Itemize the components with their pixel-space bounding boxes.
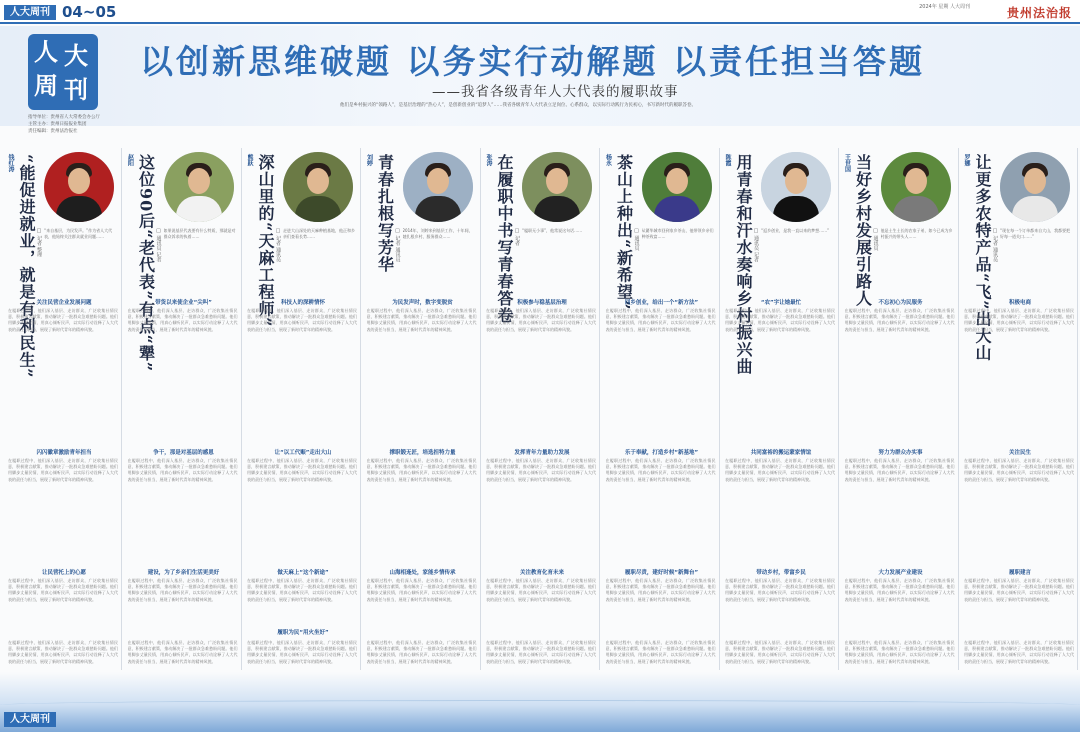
imprint-line: 责任编辑：贵州法治报社 bbox=[28, 129, 78, 134]
body-text: 在履职过程中，他们深入基层、走访群众，广泛收集社情民意，积极建言献策，推动解决了一批群众急难愁盼问题。他们用脚步丈量民情，用真心倾听民声，以实际行动诠释了人大代表的责任与担当，展现了新时代青年的精神风貌。 bbox=[844, 458, 955, 482]
section-subheading: 带货以来使企业“尖叫” bbox=[155, 300, 212, 306]
body-text: 在履职过程中，他们深入基层、走访群众，广泛收集社情民意，积极建言献策，推动解决了一批群众急难愁盼问题。他们用脚步丈量民情，用真心倾听民声，以实际行动诠释了人大代表的责任与担当，展现了新时代青年的精神风貌。 bbox=[605, 308, 716, 332]
article-column bbox=[600, 148, 720, 670]
article-columns bbox=[2, 148, 1078, 670]
body-text: 在履职过程中，他们深入基层、走访群众，广泛收集社情民意，积极建言献策，推动解决了一批群众急难愁盼问题。他们用脚步丈量民情，用真心倾听民声，以实际行动诠释了人大代表的责任与担当，展现了新时代青年的精神风貌。 bbox=[725, 640, 835, 664]
body-text: 在履职过程中，他们深入基层、走访群众，广泛收集社情民意，积极建言献策，推动解决了一批群众急难愁盼问题。他们用脚步丈量民情，用真心倾听民声，以实际行动诠释了人大代表的责任与担当，展现了新时代青年的精神风貌。 bbox=[8, 578, 118, 602]
section-subheading: 发挥青年力量助力发展 bbox=[514, 450, 570, 456]
section-subheading: 关注民生 bbox=[1008, 450, 1031, 456]
portrait-photo bbox=[642, 152, 712, 222]
section-subheading: 做天麻上“这个新途” bbox=[277, 570, 329, 576]
body-text: 在履职过程中，他们深入基层、走访群众，广泛收集社情民意，积极建言献策，推动解决了一批群众急难愁盼问题。他们用脚步丈量民情，用真心倾听民声，以实际行动诠释了人大代表的责任与担当，展现了新时代青年的精神风貌。 bbox=[366, 458, 477, 482]
body-text: 在履职过程中，他们深入基层、走访群众，广泛收集社情民意，积极建言献策，推动解决了一批群众急难愁盼问题。他们用脚步丈量民情，用真心倾听民声，以实际行动诠释了人大代表的责任与担当，展现了新时代青年的精神风貌。 bbox=[247, 308, 357, 332]
section-subheading: 履职建言 bbox=[1008, 570, 1031, 576]
section-subheading: 为民发声时，数字变脱贫 bbox=[392, 300, 453, 306]
representative-name: 刘婷 bbox=[365, 154, 373, 166]
footer-banner bbox=[0, 672, 1080, 732]
imprint bbox=[28, 114, 100, 135]
portrait-photo bbox=[44, 152, 114, 222]
decorative-wave bbox=[0, 700, 1080, 710]
lead-paragraph: 走进大山深处的天麻种植基地，他正和乡亲们查看长势…… bbox=[283, 228, 355, 240]
section-subheading: 科技人的深耕情怀 bbox=[280, 300, 325, 306]
body-text: 在履职过程中，他们深入基层、走访群众，广泛收集社情民意，积极建言献策，推动解决了一批群众急难愁盼问题。他们用脚步丈量民情，用真心倾听民声，以实际行动诠释了人大代表的责任与担当，展现了新时代青年的精神风貌。 bbox=[964, 458, 1074, 482]
representative-name: 赵阳 bbox=[126, 154, 134, 166]
representative-name: 王世国 bbox=[843, 154, 851, 172]
body-text: 在履职过程中，他们深入基层、走访群众，广泛收集社情民意，积极建言献策，推动解决了一批群众急难愁盼问题。他们用脚步丈量民情，用真心倾听民声，以实际行动诠释了人大代表的责任与担当，展现了新时代青年的精神风貌。 bbox=[366, 578, 477, 602]
body-text: 在履职过程中，他们深入基层、走访群众，广泛收集社情民意，积极建言献策，推动解决了一批群众急难愁盼问题。他们用脚步丈量民情，用真心倾听民声，以实际行动诠释了人大代表的责任与担当，展现了新时代青年的精神风貌。 bbox=[725, 308, 835, 332]
body-text: 在履职过程中，他们深入基层、走访群众，广泛收集社情民意，积极建言献策，推动解决了一批群众急难愁盼问题。他们用脚步丈量民情，用真心倾听民声，以实际行动诠释了人大代表的责任与担当，展现了新时代青年的精神风貌。 bbox=[725, 458, 835, 482]
page-numbers: 04~05 bbox=[62, 3, 117, 21]
article-title: 当好乡村发展引路人 bbox=[853, 154, 873, 307]
body-text: 在履职过程中，他们深入基层、走访群众，广泛收集社情民意，积极建言献策，推动解决了一批群众急难愁盼问题。他们用脚步丈量民情，用真心倾听民声，以实际行动诠释了人大代表的责任与担当，展现了新时代青年的精神风貌。 bbox=[605, 458, 716, 482]
sub-headline: ——我省各级青年人大代表的履职故事 bbox=[432, 84, 679, 100]
body-text: 在履职过程中，他们深入基层、走访群众，广泛收集社情民意，积极建言献策，推动解决了一批群众急难愁盼问题。他们用脚步丈量民情，用真心倾听民声，以实际行动诠释了人大代表的责任与担当，展现了新时代青年的精神风貌。 bbox=[127, 578, 238, 602]
body-text: 在履职过程中，他们深入基层、走访群众，广泛收集社情民意，积极建言献策，推动解决了一批群众急难愁盼问题。他们用脚步丈量民情，用真心倾听民声，以实际行动诠释了人大代表的责任与担当，展现了新时代青年的精神风貌。 bbox=[605, 578, 716, 602]
hero-band bbox=[0, 26, 1080, 134]
lead-paragraph: “来自基层，为民发声。”作为省人大代表，他始终关注群众就业问题…… bbox=[44, 228, 113, 240]
byline: □ 通讯员 记者 bbox=[155, 228, 162, 263]
body-text: 在履职过程中，他们深入基层、走访群众，广泛收集社情民意，积极建言献策，推动解决了一批群众急难愁盼问题。他们用脚步丈量民情，用真心倾听民声，以实际行动诠释了人大代表的责任与担当，展现了新时代青年的精神风貌。 bbox=[366, 640, 477, 664]
intro-paragraph: 他们是乡村振兴的“领路人”，是基层治理的“热心人”，是创新创业的“追梦人”……我省各级青年人大代表立足岗位、心系群众，以实际行动践行为民初心，书写新时代的履职答卷。 bbox=[340, 103, 696, 108]
lead-paragraph: 从繁华城市回到家乡茶山，他带领乡亲们种茶致富…… bbox=[641, 228, 714, 240]
article-title: 青春扎根写芳华 bbox=[375, 154, 395, 273]
main-headline: 以创新思维破题 以务实行动解题 以责任担当答题 bbox=[140, 42, 925, 81]
logo-char: 大 bbox=[64, 41, 88, 70]
body-text: 在履职过程中，他们深入基层、走访群众，广泛收集社情民意，积极建言献策，推动解决了一批群众急难愁盼问题。他们用脚步丈量民情，用真心倾听民声，以实际行动诠释了人大代表的责任与担当，展现了新时代青年的精神风貌。 bbox=[127, 308, 238, 332]
section-subheading: 建设，为了乡亲们生活更美好 bbox=[147, 570, 220, 576]
section-subheading: 关注教育化育未来 bbox=[519, 570, 564, 576]
footer-section-tag: 人大周刊 bbox=[4, 712, 56, 727]
body-text: 在履职过程中，他们深入基层、走访群众，广泛收集社情民意，积极建言献策，推动解决了一批群众急难愁盼问题。他们用脚步丈量民情，用真心倾听民声，以实际行动诠释了人大代表的责任与担当，展现了新时代青年的精神风貌。 bbox=[605, 640, 716, 664]
lead-paragraph: 他是土生土长的农家子弟，如今已成为乡村振兴的带头人…… bbox=[880, 228, 953, 240]
section-subheading: 履职尽责，建好时候“新舞台” bbox=[624, 570, 699, 576]
lead-paragraph: “履职无小事”，他常说这句话…… bbox=[522, 228, 583, 233]
section-subheading: 关注民营企业发展问题 bbox=[36, 300, 92, 306]
section-subheading: “农”字让她最忙 bbox=[760, 300, 802, 306]
section-subheading: 撑职锻无匠，培选担特力量 bbox=[389, 450, 456, 456]
section-subheading: 回乡创业，给出一个“新方法” bbox=[624, 300, 699, 306]
section-subheading: 让民营托上的心愿 bbox=[41, 570, 86, 576]
article-column bbox=[719, 148, 839, 670]
article-title: 茶山上种出“新希望” bbox=[614, 154, 634, 311]
body-text: 在履职过程中，他们深入基层、走访群众，广泛收集社情民意，积极建言献策，推动解决了一批群众急难愁盼问题。他们用脚步丈量民情，用真心倾听民声，以实际行动诠释了人大代表的责任与担当，展现了新时代青年的精神风貌。 bbox=[8, 640, 118, 664]
article-column bbox=[241, 148, 361, 670]
body-text: 在履职过程中，他们深入基层、走访群众，广泛收集社情民意，积极建言献策，推动解决了一批群众急难愁盼问题。他们用脚步丈量民情，用真心倾听民声，以实际行动诠释了人大代表的责任与担当，展现了新时代青年的精神风貌。 bbox=[964, 578, 1074, 602]
byline: □ 记者 bbox=[514, 228, 520, 246]
portrait-photo bbox=[1000, 152, 1070, 222]
body-text: 在履职过程中，他们深入基层、走访群众，广泛收集社情民意，积极建言献策，推动解决了一批群众急难愁盼问题。他们用脚步丈量民情，用真心倾听民声，以实际行动诠释了人大代表的责任与担当，展现了新时代青年的精神风貌。 bbox=[247, 640, 357, 664]
byline: □ 记者 通讯员 bbox=[394, 228, 401, 263]
representative-name: 钱红涛 bbox=[7, 154, 14, 172]
weekly-logo bbox=[28, 34, 98, 110]
body-text: 在履职过程中，他们深入基层、走访群众，广泛收集社情民意，积极建言献策，推动解决了一批群众急难愁盼问题。他们用脚步丈量民情，用真心倾听民声，以实际行动诠释了人大代表的责任与担当，展现了新时代青年的精神风貌。 bbox=[247, 458, 357, 482]
article-column bbox=[480, 148, 600, 670]
body-text: 在履职过程中，他们深入基层、走访群众，广泛收集社情民意，积极建言献策，推动解决了一批群众急难愁盼问题。他们用脚步丈量民情，用真心倾听民声，以实际行动诠释了人大代表的责任与担当，展现了新时代青年的精神风貌。 bbox=[127, 458, 238, 482]
article-title: 这位90后“老代表”有点“犟” bbox=[136, 154, 156, 373]
lead-paragraph: “现在每一个订单都来自大山，我都要把好每一道关口……” bbox=[1000, 228, 1071, 240]
body-text: 在履职过程中，他们深入基层、走访群众，广泛收集社情民意，积极建言献策，推动解决了一批群众急难愁盼问题。他们用脚步丈量民情，用真心倾听民声，以实际行动诠释了人大代表的责任与担当，展现了新时代青年的精神风貌。 bbox=[8, 458, 118, 482]
body-text: 在履职过程中，他们深入基层、走访群众，广泛收集社情民意，积极建言献策，推动解决了一批群众急难愁盼问题。他们用脚步丈量民情，用真心倾听民声，以实际行动诠释了人大代表的责任与担当，展现了新时代青年的精神风貌。 bbox=[486, 578, 596, 602]
body-text: 在履职过程中，他们深入基层、走访群众，广泛收集社情民意，积极建言献策，推动解决了一批群众急难愁盼问题。他们用脚步丈量民情，用真心倾听民声，以实际行动诠释了人大代表的责任与担当，展现了新时代青年的精神风貌。 bbox=[844, 308, 955, 332]
representative-name: 陈霞 bbox=[724, 154, 731, 166]
section-subheading: 带动乡村，带富乡民 bbox=[756, 570, 806, 576]
portrait-photo bbox=[283, 152, 353, 222]
top-bar bbox=[0, 0, 1080, 24]
lead-paragraph: 2014年，刘婷来到基层工作，十年间，她扎根乡村、服务群众…… bbox=[402, 228, 473, 240]
section-subheading: 积极参与稳基层治理 bbox=[517, 300, 567, 306]
body-text: 在履职过程中，他们深入基层、走访群众，广泛收集社情民意，积极建言献策，推动解决了一批群众急难愁盼问题。他们用脚步丈量民情，用真心倾听民声，以实际行动诠释了人大代表的责任与担当，展现了新时代青年的精神风貌。 bbox=[844, 578, 955, 602]
article-title: 深山里的“天麻工程师” bbox=[256, 154, 275, 328]
byline: □ 记者 整理 bbox=[36, 228, 42, 258]
representative-name: 熊跃 bbox=[246, 154, 253, 166]
body-text: 在履职过程中，他们深入基层、走访群众，广泛收集社情民意，积极建言献策，推动解决了一批群众急难愁盼问题。他们用脚步丈量民情，用真心倾听民声，以实际行动诠释了人大代表的责任与担当，展现了新时代青年的精神风貌。 bbox=[366, 308, 477, 332]
byline: □ 通讯员 bbox=[872, 228, 879, 251]
portrait-photo bbox=[522, 152, 592, 222]
issue-meta: 2024年 星期 人大周刊 bbox=[919, 4, 970, 10]
article-title: 让更多农特产品“飞”出大山 bbox=[973, 154, 992, 362]
imprint-line: 指导单位：贵州省人大常委会办公厅 bbox=[28, 115, 100, 120]
body-text: 在履职过程中，他们深入基层、走访群众，广泛收集社情民意，积极建言献策，推动解决了一批群众急难愁盼问题。他们用脚步丈量民情，用真心倾听民声，以实际行动诠释了人大代表的责任与担当，展现了新时代青年的精神风貌。 bbox=[964, 640, 1074, 664]
portrait-photo bbox=[761, 152, 831, 222]
body-text: 在履职过程中，他们深入基层、走访群众，广泛收集社情民意，积极建言献策，推动解决了一批群众急难愁盼问题。他们用脚步丈量民情，用真心倾听民声，以实际行动诠释了人大代表的责任与担当，展现了新时代青年的精神风貌。 bbox=[486, 640, 596, 664]
body-text: 在履职过程中，他们深入基层、走访群众，广泛收集社情民意，积极建言献策，推动解决了一批群众急难愁盼问题。他们用脚步丈量民情，用真心倾听民声，以实际行动诠释了人大代表的责任与担当，展现了新时代青年的精神风貌。 bbox=[247, 578, 357, 602]
lead-paragraph: “返乡创业，是我一直以来的梦想……” bbox=[761, 228, 830, 233]
masthead: 贵州法治报 bbox=[1006, 6, 1072, 20]
section-subheading: 共同富裕的搬运蒙家情谊 bbox=[750, 450, 812, 456]
article-column bbox=[2, 148, 122, 670]
representative-name: 罗娜 bbox=[963, 154, 970, 166]
article-title: 用青春和汗水奏响乡村振兴曲 bbox=[734, 154, 753, 375]
representative-name: 张涛 bbox=[485, 154, 492, 166]
body-text: 在履职过程中，他们深入基层、走访群众，广泛收集社情民意，积极建言献策，推动解决了一批群众急难愁盼问题。他们用脚步丈量民情，用真心倾听民声，以实际行动诠释了人大代表的责任与担当，展现了新时代青年的精神风貌。 bbox=[8, 308, 118, 332]
article-column bbox=[122, 148, 242, 670]
body-text: 在履职过程中，他们深入基层、走访群众，广泛收集社情民意，积极建言献策，推动解决了一批群众急难愁盼问题。他们用脚步丈量民情，用真心倾听民声，以实际行动诠释了人大代表的责任与担当，展现了新时代青年的精神风貌。 bbox=[964, 308, 1074, 332]
lead-paragraph: 如果说基层代表要有什么特质，那就是对群众诉求的执着…… bbox=[163, 228, 236, 240]
portrait-photo bbox=[881, 152, 951, 222]
article-title: 在履职中书写青春答卷 bbox=[495, 154, 514, 324]
body-text: 在履职过程中，他们深入基层、走访群众，广泛收集社情民意，积极建言献策，推动解决了一批群众急难愁盼问题。他们用脚步丈量民情，用真心倾听民声，以实际行动诠释了人大代表的责任与担当，展现了新时代青年的精神风貌。 bbox=[844, 640, 955, 664]
article-column bbox=[361, 148, 481, 670]
body-text: 在履职过程中，他们深入基层、走访群众，广泛收集社情民意，积极建言献策，推动解决了一批群众急难愁盼问题。他们用脚步丈量民情，用真心倾听民声，以实际行动诠释了人大代表的责任与担当，展现了新时代青年的精神风貌。 bbox=[127, 640, 238, 664]
body-text: 在履职过程中，他们深入基层、走访群众，广泛收集社情民意，积极建言献策，推动解决了一批群众急难愁盼问题。他们用脚步丈量民情，用真心倾听民声，以实际行动诠释了人大代表的责任与担当，展现了新时代青年的精神风貌。 bbox=[486, 308, 596, 332]
section-subheading: 大力发展产业建设 bbox=[878, 570, 923, 576]
section-subheading: 积极电商 bbox=[1008, 300, 1031, 306]
section-subheading: 努力为群众办实事 bbox=[878, 450, 923, 456]
section-subheading: 不忘初心为民服务 bbox=[878, 300, 923, 306]
section-subheading: 闪闪徽章激励青年担当 bbox=[36, 450, 92, 456]
logo-char: 刊 bbox=[64, 75, 88, 104]
representative-name: 杨永 bbox=[604, 154, 612, 166]
article-column bbox=[839, 148, 959, 670]
byline: □ 记者 通讯员 bbox=[275, 228, 281, 263]
section-subheading: 让“以工代赈”走出大山 bbox=[274, 450, 332, 456]
article-title: “能促进就业，就是有利民生” bbox=[17, 154, 36, 379]
logo-char: 人 bbox=[34, 37, 58, 66]
logo-char: 周 bbox=[34, 71, 58, 100]
byline: □ 通讯员 记者 bbox=[753, 228, 759, 263]
article-column bbox=[958, 148, 1078, 670]
body-text: 在履职过程中，他们深入基层、走访群众，广泛收集社情民意，积极建言献策，推动解决了一批群众急难愁盼问题。他们用脚步丈量民情，用真心倾听民声，以实际行动诠释了人大代表的责任与担当，展现了新时代青年的精神风貌。 bbox=[486, 458, 596, 482]
section-subheading: 乐于奉献，打造乡村“新基地” bbox=[624, 450, 699, 456]
portrait-photo bbox=[164, 152, 234, 222]
section-subheading: 争干，那是对基层的感恩 bbox=[153, 450, 214, 456]
byline: □ 通讯员 bbox=[633, 228, 640, 251]
body-text: 在履职过程中，他们深入基层、走访群众，广泛收集社情民意，积极建言献策，推动解决了一批群众急难愁盼问题。他们用脚步丈量民情，用真心倾听民声，以实际行动诠释了人大代表的责任与担当，展现了新时代青年的精神风貌。 bbox=[725, 578, 835, 602]
section-tag: 人大周刊 bbox=[4, 5, 56, 20]
section-subheading: 履职为民“用火坐好” bbox=[277, 630, 329, 636]
portrait-photo bbox=[403, 152, 473, 222]
byline: □ 记者 通讯员 bbox=[992, 228, 998, 263]
imprint-line: 主管主办：贵州日报报业集团 bbox=[28, 122, 87, 127]
section-subheading: 山海相逢处，家能乡情传承 bbox=[389, 570, 456, 576]
